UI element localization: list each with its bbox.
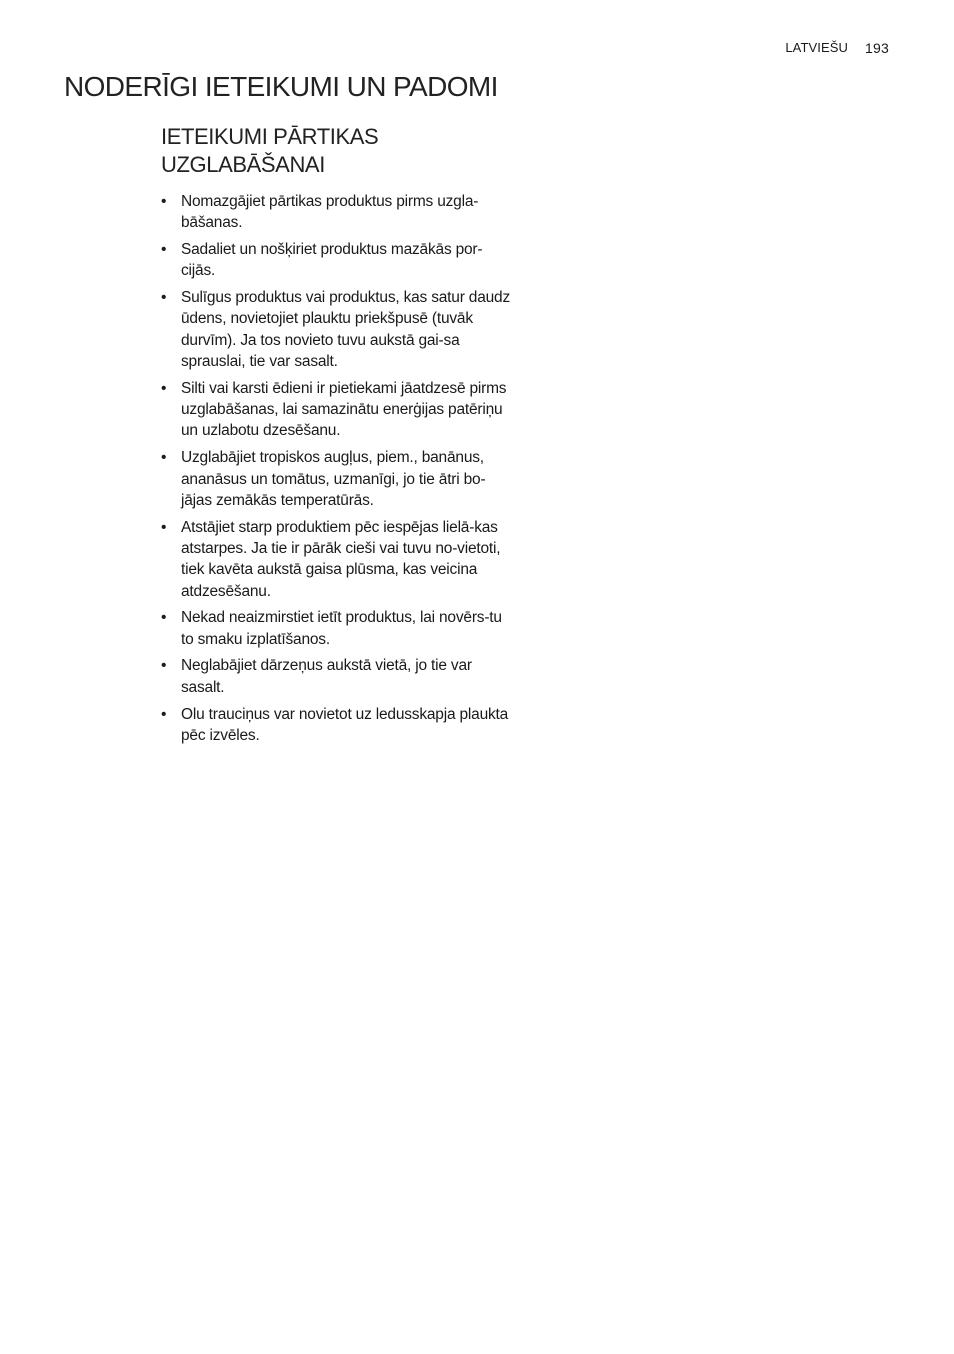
language-label: LATVIEŠU bbox=[785, 40, 849, 55]
tip-item: • Silti vai karsti ēdieni ir pietiekami jāatdzesē pirms uzglabāšanas, lai samazinātu enerģijas patēriņu un uzlabotu dzesēšanu. bbox=[161, 378, 513, 442]
section-title: IETEIKUMI PĀRTIKAS UZGLABĀŠANAI bbox=[161, 124, 379, 177]
tip-item: • Sadaliet un nošķiriet produktus mazākās por-cijās. bbox=[161, 239, 513, 282]
tip-item: • Nekad neaizmirstiet ietīt produktus, lai novērs-tu to smaku izplatīšanos. bbox=[161, 607, 513, 650]
tip-item: • Nomazgājiet pārtikas produktus pirms uzgla-bāšanas. bbox=[161, 191, 513, 234]
page-title: NODERĪGI IETEIKUMI UN PADOMI bbox=[64, 71, 498, 102]
tip-item: • Olu trauciņus var novietot uz ledusskapja plaukta pēc izvēles. bbox=[161, 704, 513, 747]
tip-item: • Uzglabājiet tropiskos augļus, piem., banānus, ananāsus un tomātus, uzmanīgi, jo tie ātri bo-jājas zemākās temperatūrās. bbox=[161, 447, 513, 511]
tip-item: • Sulīgus produktus vai produktus, kas satur daudz ūdens, novietojiet plauktu priekšpusē (tuvāk durvīm). Ja tos novieto tuvu aukstā gai-sa sprauslai, tie var sasalt. bbox=[161, 287, 513, 372]
page-header bbox=[785, 40, 889, 56]
tip-item: • Atstājiet starp produktiem pēc iespējas lielā-kas atstarpes. Ja tie ir pārāk cieši vai tuvu no-vietoti, tiek kavēta aukstā gaisa plūsma, kas veicina atdzesēšanu. bbox=[161, 517, 513, 602]
tip-item: • Neglabājiet dārzeņus aukstā vietā, jo tie var sasalt. bbox=[161, 655, 513, 698]
page-number: 193 bbox=[865, 40, 889, 56]
tips-list bbox=[161, 191, 513, 752]
